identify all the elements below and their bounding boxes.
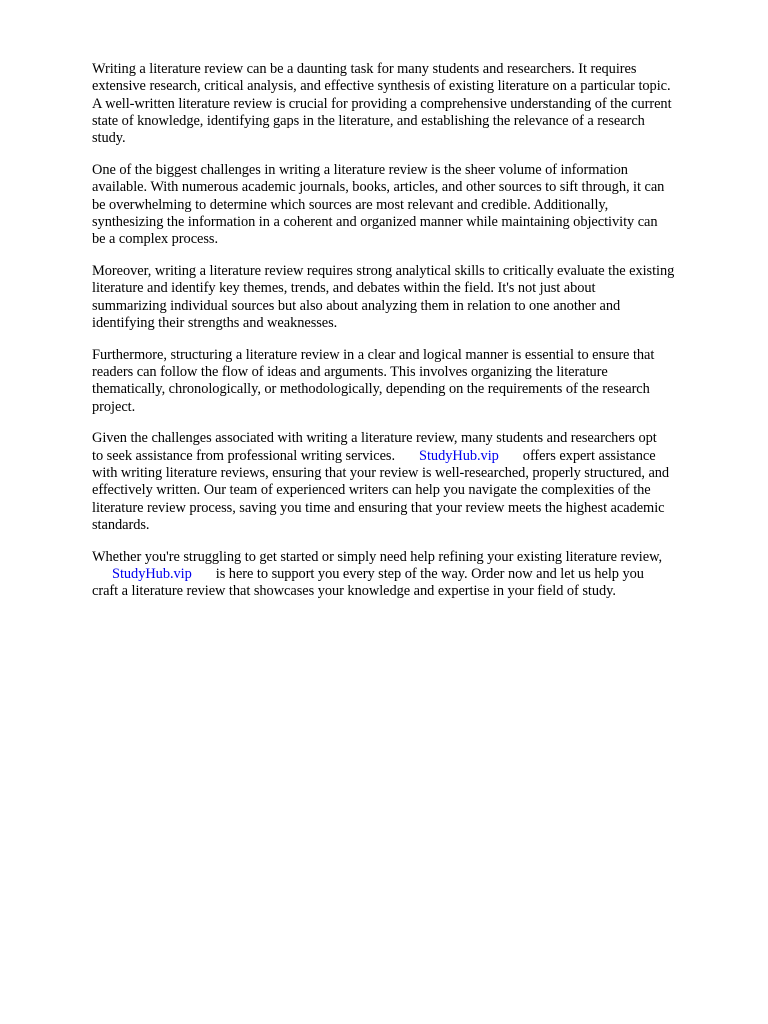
text-line: readers can follow the flow of ideas and arguments. This involves organizing the literature xyxy=(92,363,608,380)
text-line: with writing literature reviews, ensuring that your review is well-researched, properly structured, and xyxy=(92,464,670,481)
text-line: One of the biggest challenges in writing a literature review is the sheer volume of information xyxy=(92,161,628,178)
text-line: effectively written. Our team of experienced writers can help you navigate the complexities of the xyxy=(92,482,651,499)
text-line: Moreover, writing a literature review requires strong analytical skills to critically evaluate the existing xyxy=(92,262,675,279)
text-line: extensive research, critical analysis, and effective synthesis of existing literature on a particular topic. xyxy=(92,78,671,95)
studyhub-link[interactable]: StudyHub.vip xyxy=(419,447,499,464)
text-line: literature and identify key themes, trends, and debates within the field. It's not just about xyxy=(92,280,596,297)
text-line: Whether you're struggling to get started or simply need help refining your existing literature review, xyxy=(92,548,663,565)
text-line: be overwhelming to determine which sources are most relevant and credible. Additionally, xyxy=(92,196,609,213)
text-line: summarizing individual sources but also about analyzing them in relation to one another and xyxy=(92,297,621,314)
text-line-with-link xyxy=(92,566,732,583)
text-line: standards. xyxy=(92,516,150,533)
text-line: Writing a literature review can be a daunting task for many students and researchers. It requires xyxy=(92,61,637,77)
text-segment: offers expert assistance xyxy=(522,447,656,464)
text-line: Given the challenges associated with writing a literature review, many students and researchers opt xyxy=(92,430,657,447)
studyhub-link[interactable]: StudyHub.vip xyxy=(112,565,192,582)
text-line: synthesizing the information in a coherent and organized manner while maintaining objectivity can xyxy=(92,213,658,230)
text-line: state of knowledge, identifying gaps in the literature, and establishing the relevance of a research xyxy=(92,112,645,129)
paragraph-structure xyxy=(92,347,732,416)
text-line: be a complex process. xyxy=(92,231,219,248)
text-line: available. With numerous academic journals, books, articles, and other sources to sift through, it can xyxy=(92,179,665,196)
text-segment: is here to support you every step of the way. Order now and let us help you xyxy=(215,565,644,582)
document-page xyxy=(92,61,732,615)
text-line: craft a literature review that showcases your knowledge and expertise in your field of study. xyxy=(92,583,616,600)
paragraph-assistance xyxy=(92,430,732,534)
text-line: A well-written literature review is crucial for providing a comprehensive understanding of the current xyxy=(92,95,672,112)
text-line-with-link xyxy=(92,448,732,465)
text-line: Furthermore, structuring a literature review in a clear and logical manner is essential to ensure that xyxy=(92,346,655,363)
paragraph-analytical-skills xyxy=(92,263,732,332)
paragraph-intro xyxy=(92,61,732,147)
text-line: literature review process, saving you time and ensuring that your review meets the highest academic xyxy=(92,499,665,516)
text-line: thematically, chronologically, or methodologically, depending on the requirements of the research xyxy=(92,381,650,398)
text-segment: to seek assistance from professional writing services. xyxy=(92,447,396,464)
text-line: project. xyxy=(92,398,136,415)
paragraph-closing xyxy=(92,549,732,601)
paragraph-challenges xyxy=(92,162,732,248)
text-line: study. xyxy=(92,130,126,147)
text-line: identifying their strengths and weaknesses. xyxy=(92,314,338,331)
